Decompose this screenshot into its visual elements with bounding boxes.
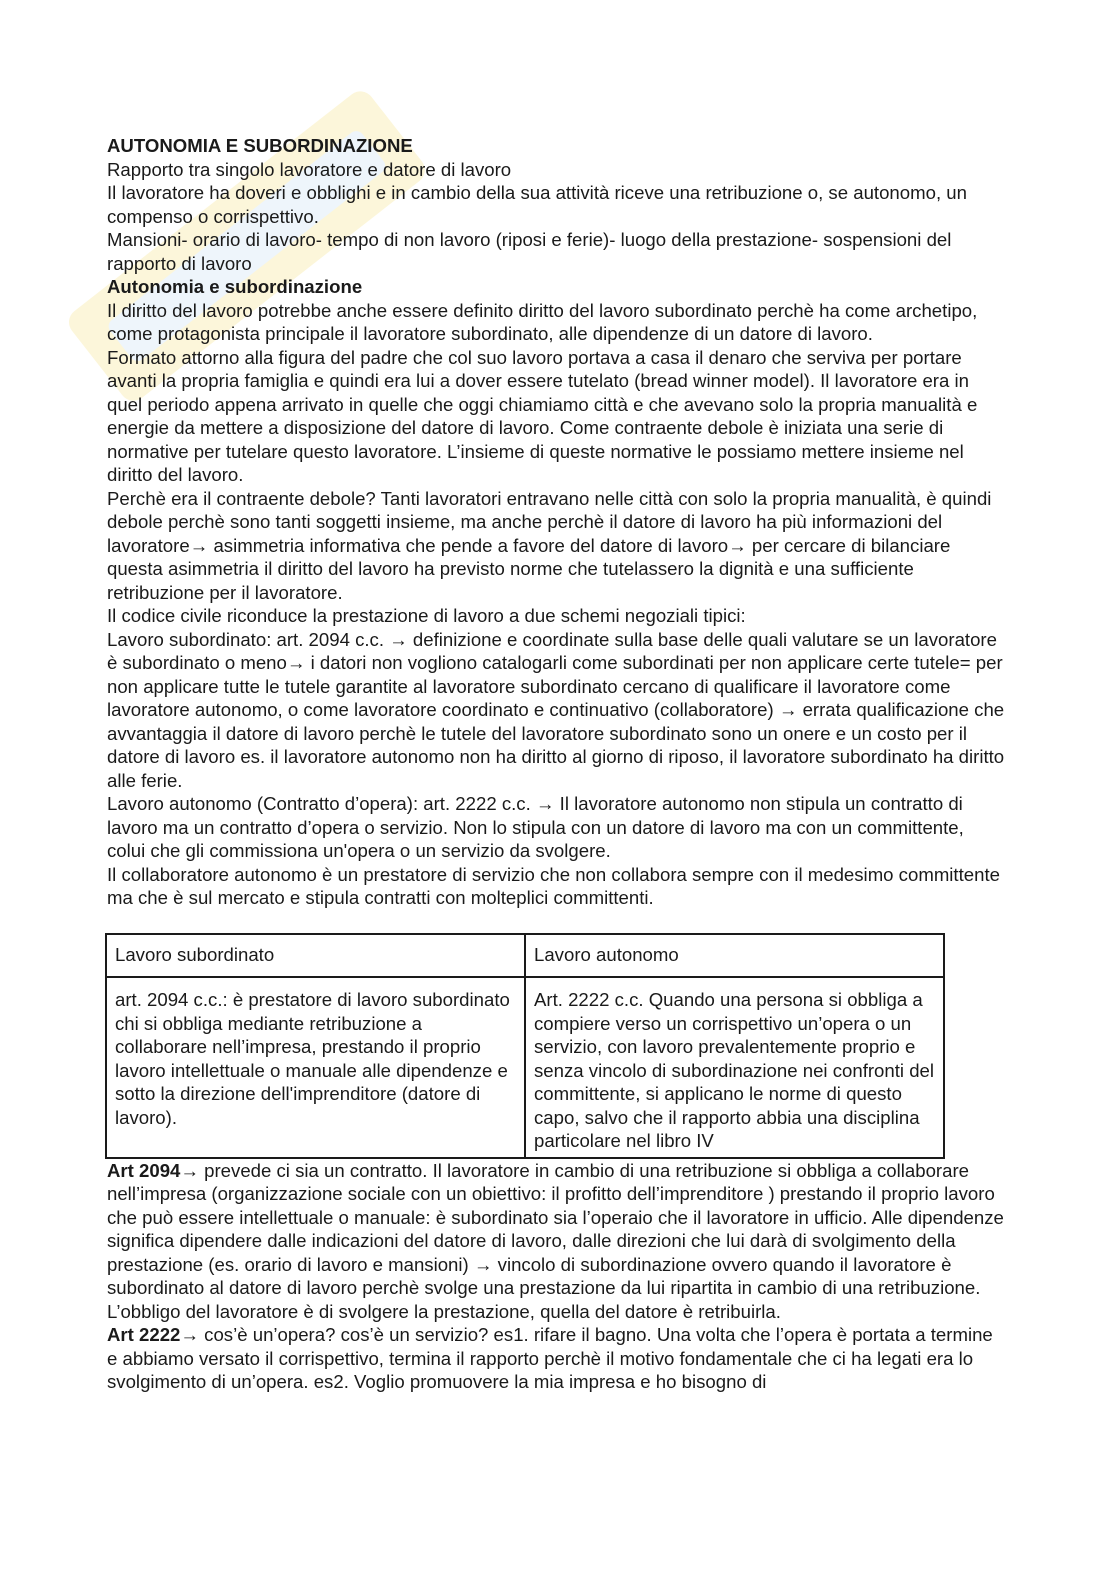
art-2094-label: Art 2094 <box>107 1159 181 1181</box>
paragraph-mansioni: Mansioni- orario di lavoro- tempo di non lavoro (riposi e ferie)- luogo della prestazione- sospensioni del rapporto di lavoro <box>107 229 952 274</box>
paragraph-collaboratore: Il collaboratore autonomo è un prestatore di servizio che non collabora sempre con il medesimo committente ma che è sul mercato e stipula contratti con molteplici committenti. <box>107 863 1000 908</box>
paragraph-codice-civile: Il codice civile riconduce la prestazione di lavoro a due schemi negoziali tipici: <box>107 605 746 626</box>
paragraph-art-2094 <box>107 1159 1007 1300</box>
paragraph-contraente-debole: Perchè era il contraente debole? Tanti lavoratori entravano nelle città con solo la propria manualità, è quindi debole perchè sono tanti soggetti insieme, ma anche perchè il datore di lavoro ha più informazioni del lavoratore→ asimmetria informativa che pende a favore del datore di lavoro→ per cercare di bilanciare questa asimmetria il diritto del lavoro ha previsto norme che tutelassero la dignità e una sufficiente retribuzione per il lavoratore. <box>107 487 992 603</box>
art-2222-text: → cos’è un’opera? cos’è un servizio? es1. rifare il bagno. Una volta che l’opera è portata a termine e abbiamo versato il corrispettivo, termina il rapporto perchè il motivo fondamentale che ci ha legati era lo svolgimento di un’opera. es2. Voglio promuovere la mia impresa e ho bisogno di <box>107 1324 993 1392</box>
art-2094-text: → prevede ci sia un contratto. Il lavoratore in cambio di una retribuzione si obbliga a collaborare nell’impresa (organizzazione sociale con un obiettivo: il profitto dell’imprenditore ) prestando il proprio lavoro che può essere intellettuale o manuale: è subordinato sia l’operaio che il lavoratore in ufficio. Alle dipendenze significa dipendere dalle indicazioni del datore di lavoro, dalle direzioni che lui darà di svolgimento della prestazione (es. orario di lavoro e mansioni) → vincolo di subordinazione ovvero quando il lavoratore è subordinato al datore di lavoro perchè svolge una prestazione da lui ripartita in cambio di una retribuzione. <box>107 1159 1004 1298</box>
comparison-table <box>105 933 945 1159</box>
paragraph-art-2222 <box>107 1323 1007 1394</box>
document-title: AUTONOMIA E SUBORDINAZIONE <box>107 135 413 156</box>
paragraph-doveri: Il lavoratore ha doveri e obblighi e in cambio della sua attività riceve una retribuzione o, se autonomo, un compenso o corrispettivo. <box>107 182 967 227</box>
paragraph-rapporto: Rapporto tra singolo lavoratore e datore di lavoro <box>107 158 512 180</box>
table-cell-subordinato: art. 2094 c.c.: è prestatore di lavoro subordinato chi si obbliga mediante retribuzione a collaborare nell’impresa, prestando il proprio lavoro intellettuale o manuale alle dipendenze e sotto la direzione dell'imprenditore (datore di lavoro). <box>106 977 525 1158</box>
paragraph-diritto: Il diritto del lavoro potrebbe anche essere definito diritto del lavoro subordinato perchè ha come archetipo, come protagonista principale il lavoratore subordinato, alle dipendenze di un datore di lavoro. <box>107 299 978 344</box>
document-page <box>107 134 1007 1394</box>
section-subtitle: Autonomia e subordinazione <box>107 276 363 297</box>
paragraph-formato: Formato attorno alla figura del padre che col suo lavoro portava a casa il denaro che serviva per portare avanti la propria famiglia e quindi era lui a dover essere tutelato (bread winner model). Il lavoratore era in quel periodo appena arrivato in quelle che oggi chiamiamo città e che avevano solo la propria manualità e energie da mettere a disposizione del datore di lavoro. Come contraente debole è iniziata una serie di normative per tutelare questo lavoratore. L’insieme di queste normative le possiamo mettere insieme nel diritto del lavoro. <box>107 346 978 485</box>
art-2222-label: Art 2222 <box>107 1324 181 1345</box>
table-header-subordinato: Lavoro subordinato <box>106 934 525 978</box>
paragraph-lavoro-subordinato: Lavoro subordinato: art. 2094 c.c. → definizione e coordinate sulla base delle quali valutare se un lavoratore è subordinato o meno→ i datori non vogliono catalogarli come subordinati per non applicare certe tutele= per non applicare tutte le tutele garantite al lavoratore subordinato cercano di qualificare il lavoratore come lavoratore autonomo, o come lavoratore coordinato e continuativo (collaboratore) → errata qualificazione che avvantaggia il datore di lavoro perchè le tutele del lavoratore subordinato sono un onere e un costo per il datore di lavoro es. il lavoratore autonomo non ha diritto al giorno di riposo, il lavoratore subordinato ha diritto alle ferie. <box>107 628 1005 791</box>
table-body-row <box>106 977 944 1158</box>
table-cell-autonomo: Art. 2222 c.c. Quando una persona si obbliga a compiere verso un corrispettivo un’opera o un servizio, con lavoro prevalentemente proprio e senza vincolo di subordinazione nei confronti del committente, si applicano le norme di questo capo, salvo che il rapporto abbia una disciplina particolare nel libro IV <box>525 977 944 1158</box>
paragraph-obbligo: L’obbligo del lavoratore è di svolgere la prestazione, quella del datore è retribuirla. <box>107 1300 781 1322</box>
table-header-autonomo: Lavoro autonomo <box>525 934 944 978</box>
table-header-row <box>106 934 944 978</box>
paragraph-lavoro-autonomo: Lavoro autonomo (Contratto d’opera): art. 2222 c.c. → Il lavoratore autonomo non stipula un contratto di lavoro ma un contratto d’opera o servizio. Non lo stipula con un datore di lavoro ma con un committente, colui che gli commissiona un'opera o un servizio da svolgere. <box>107 793 964 861</box>
